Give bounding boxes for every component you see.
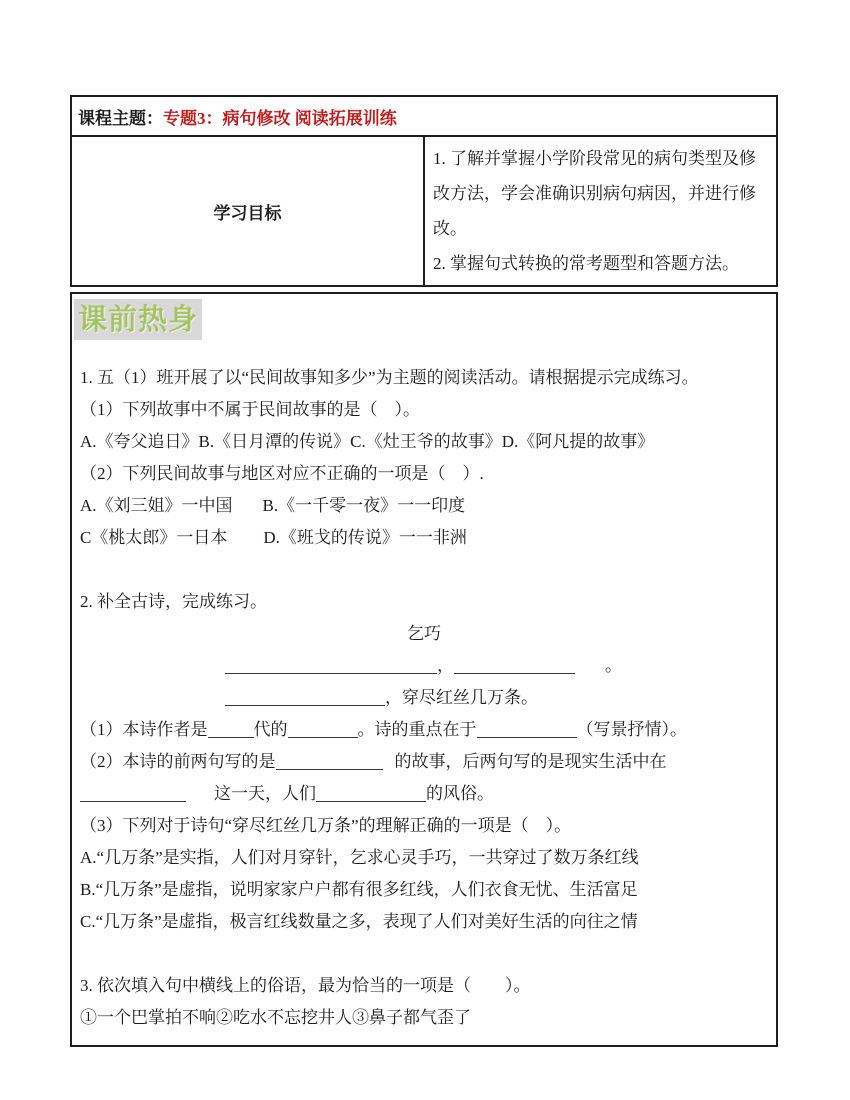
course-topic-row	[71, 96, 777, 136]
worksheet-line	[80, 490, 768, 522]
text-run: 的故事，后两句写的是现实生活中在	[394, 752, 667, 771]
text-run: 的风俗。	[426, 784, 494, 803]
spacing-gap	[227, 542, 263, 543]
text-run: D.《班戈的传说》一一非洲	[263, 528, 467, 547]
goals-cell	[424, 136, 777, 286]
goal-item: 1. 了解并掌握小学阶段常见的病句类型及修改方法，学会准确识别病句病因，并进行修改。	[433, 149, 756, 238]
learning-goals-row	[71, 136, 777, 286]
worksheet-line	[80, 394, 768, 426]
text-run: （写景抒情）。	[576, 720, 687, 739]
worksheet-page	[70, 95, 778, 1047]
answer-blank	[276, 769, 383, 770]
text-run: 3. 依次填入句中横线上的俗语，最为恰当的一项是（ ）。	[80, 976, 531, 995]
text-run: C《桃太郎》一日本	[80, 528, 228, 547]
blank-line	[80, 938, 768, 970]
worksheet-line	[80, 682, 768, 714]
answer-blank	[208, 737, 254, 738]
text-run: 1. 五（1）班开展了以“民间故事知多少”为主题的阅读活动。请根据提示完成练习。	[80, 368, 699, 387]
header-table	[70, 95, 778, 287]
answer-blank	[454, 673, 575, 674]
worksheet-line	[80, 874, 768, 906]
worksheet-line	[80, 778, 768, 810]
text-run: A.《刘三姐》一中国	[80, 496, 233, 515]
spacing-gap	[383, 766, 395, 767]
text-run: 2. 补全古诗，完成练习。	[80, 592, 267, 611]
text-run: 乞巧	[407, 624, 441, 643]
worksheet-line	[80, 1002, 768, 1034]
spacing-gap	[186, 798, 214, 799]
text-run: ①一个巴掌拍不响②吃水不忘挖井人③鼻子都气歪了	[80, 1008, 471, 1027]
text-run: ，穿尽红丝几万条。	[385, 688, 538, 707]
course-topic-label: 课程主题：	[78, 108, 163, 128]
text-run: B.《一千零一夜》一一印度	[262, 496, 466, 515]
question-box	[70, 292, 778, 1047]
text-run: 。诗的重点在于	[357, 720, 477, 739]
worksheet-line	[80, 426, 768, 458]
worksheet-body	[80, 362, 768, 1034]
answer-blank	[316, 801, 426, 802]
text-run: 这一天，人们	[214, 784, 316, 803]
worksheet-line	[80, 458, 768, 490]
worksheet-line	[80, 586, 768, 618]
worksheet-line	[80, 362, 768, 394]
course-topic-value: 专题3：病句修改 阅读拓展训练	[163, 108, 397, 128]
text-run: （3）下列对于诗句“穿尽红丝几万条”的理解正确的一项是（ ）。	[80, 816, 572, 835]
worksheet-line	[80, 522, 768, 554]
spacing-gap	[575, 670, 605, 671]
text-run: （2）本诗的前两句写的是	[80, 752, 276, 771]
answer-blank	[477, 737, 577, 738]
worksheet-line	[80, 618, 768, 650]
section-banner: 课前热身	[74, 299, 202, 340]
worksheet-line	[80, 810, 768, 842]
answer-blank	[225, 705, 385, 706]
answer-blank	[225, 673, 437, 674]
text-run: （2）下列民间故事与地区对应不正确的一项是（ ）.	[80, 464, 484, 483]
worksheet-line	[80, 746, 768, 778]
goals-label: 学习目标	[71, 136, 424, 286]
worksheet-line	[80, 906, 768, 938]
text-run: ，	[437, 656, 454, 675]
text-run: 。	[605, 656, 622, 675]
blank-line	[80, 554, 768, 586]
text-run: 代的	[253, 720, 288, 739]
answer-blank	[288, 737, 358, 738]
answer-blank	[80, 801, 186, 802]
text-run: （1）下列故事中不属于民间故事的是（ ）。	[80, 400, 420, 419]
worksheet-line	[80, 842, 768, 874]
text-run: A.《夸父追日》B.《日月潭的传说》C.《灶王爷的故事》D.《阿凡提的故事》	[80, 432, 655, 451]
worksheet-line	[80, 650, 768, 682]
text-run: A.“几万条”是实指，人们对月穿针，乞求心灵手巧，一共穿过了数万条红线	[80, 848, 639, 867]
goal-item: 2. 掌握句式转换的常考题型和答题方法。	[433, 254, 739, 273]
text-run: C.“几万条”是虚指，极言红线数量之多，表现了人们对美好生活的向往之情	[80, 912, 638, 931]
text-run: B.“几万条”是虚指，说明家家户户都有很多红线，人们衣食无忧、生活富足	[80, 880, 638, 899]
worksheet-line	[80, 970, 768, 1002]
course-topic-cell	[71, 96, 777, 136]
worksheet-line	[80, 714, 768, 746]
text-run: （1）本诗作者是	[80, 720, 208, 739]
spacing-gap	[233, 510, 263, 511]
